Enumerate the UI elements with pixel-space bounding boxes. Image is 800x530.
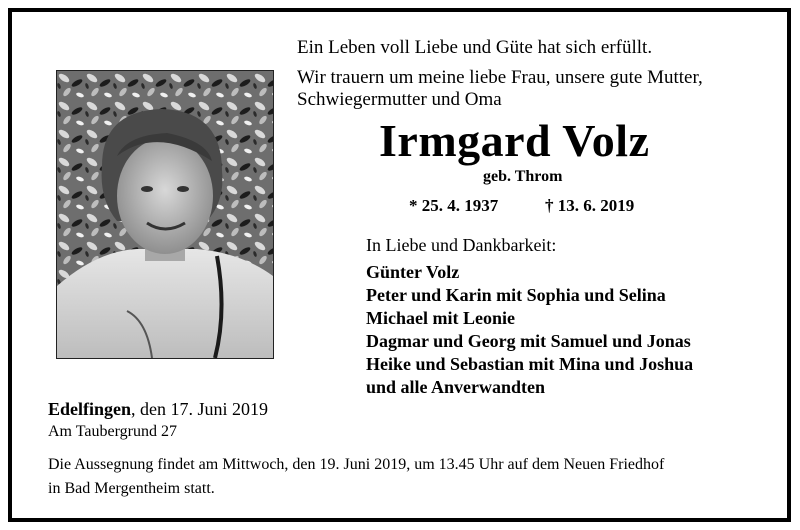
portrait-image xyxy=(57,71,273,358)
deceased-name: Irmgard Volz xyxy=(379,115,650,166)
mourner-line: Heike und Sebastian mit Mina und Joshua xyxy=(366,354,694,374)
mourner-line: Michael mit Leonie xyxy=(366,308,515,328)
town-name: Edelfingen xyxy=(48,399,132,419)
mourner-line: Dagmar und Georg mit Samuel und Jonas xyxy=(366,331,691,351)
intro-line-1: Ein Leben voll Liebe und Güte hat sich erfüllt. xyxy=(297,37,653,58)
death-date: † 13. 6. 2019 xyxy=(545,196,635,215)
funeral-info-line-2: in Bad Mergentheim statt. xyxy=(48,480,215,497)
mourners-heading: In Liebe und Dankbarkeit: xyxy=(366,235,557,255)
birth-date: * 25. 4. 1937 xyxy=(409,196,499,215)
street-address: Am Taubergrund 27 xyxy=(48,423,177,440)
notice-date: , den 17. Juni 2019 xyxy=(131,399,269,419)
intro-line-3: Schwiegermutter und Oma xyxy=(297,89,502,110)
maiden-name: geb. Throm xyxy=(483,168,563,185)
portrait-photo xyxy=(56,70,274,359)
intro-line-2: Wir trauern um meine liebe Frau, unsere gute Mutter, xyxy=(297,67,703,88)
place-date xyxy=(48,399,268,420)
mourner-line: Peter und Karin mit Sophia und Selina xyxy=(366,285,666,305)
mourner-line: und alle Anverwandten xyxy=(366,377,546,397)
funeral-info-line-1: Die Aussegnung findet am Mittwoch, den 19. Juni 2019, um 13.45 Uhr auf dem Neuen Friedhof xyxy=(48,456,665,473)
mourner-line: Günter Volz xyxy=(366,262,460,282)
